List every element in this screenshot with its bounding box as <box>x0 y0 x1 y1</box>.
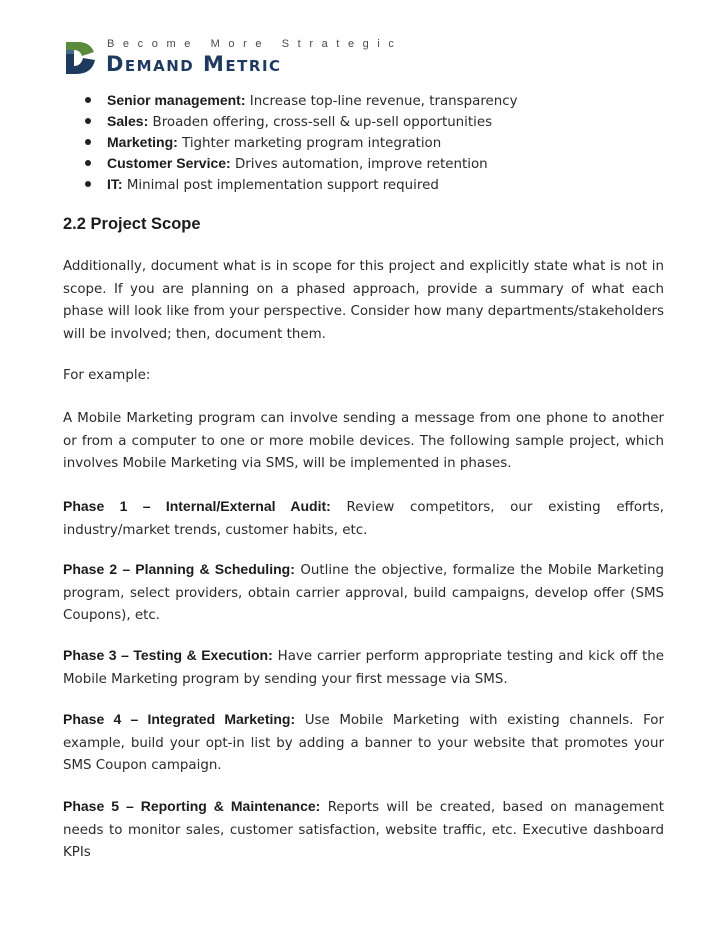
phase-label: Phase 2 – Planning & Scheduling: <box>63 561 295 577</box>
section-heading: 2.2 Project Scope <box>63 215 201 233</box>
phase-label: Phase 1 – Internal/External Audit: <box>63 498 331 514</box>
list-item <box>80 90 680 111</box>
list-item-label: Customer Service: <box>107 155 231 171</box>
bullet-icon <box>85 118 91 124</box>
brand-name: Demand Metric <box>106 52 282 76</box>
bullet-icon <box>85 181 91 187</box>
list-item-label: Sales: <box>107 113 149 129</box>
list-item-label: IT: <box>107 176 123 192</box>
list-item-label: Senior management: <box>107 92 246 108</box>
phase-paragraph <box>63 558 664 628</box>
phase-text: Have carrier perform appropriate testing and kick off the Mobile Marketing program by sending your first message via SMS. <box>63 649 664 687</box>
phase-text: Review competitors, our existing efforts, industry/market trends, customer habits, etc. <box>63 500 664 538</box>
demand-metric-logo-icon <box>64 40 98 76</box>
list-item-text: Minimal post implementation support required <box>122 178 439 193</box>
list-item <box>80 132 680 153</box>
bullet-icon <box>85 97 91 103</box>
list-item-text: Increase top-line revenue, transparency <box>245 94 518 109</box>
scope-intro-paragraph: Additionally, document what is in scope for this project and explicitly state what is not in scope. If you are planning on a phased approach, provide a summary of what each phase will look like from your perspective. Consider how many departments/stakeholders will be involved; then, document them. <box>63 259 664 342</box>
list-item <box>80 153 680 174</box>
list-item-text: Tighter marketing program integration <box>177 136 442 151</box>
bullet-icon <box>85 139 91 145</box>
phase-text: Use Mobile Marketing with existing channels. For example, build your opt-in list by adding a banner to your website that promotes your SMS Coupon campaign. <box>63 713 665 773</box>
phase-text: Reports will be created, based on management needs to monitor sales, customer satisfaction, website traffic, etc. Executive dashboard KPIs <box>63 800 664 860</box>
list-item-text: Broaden offering, cross-sell & up-sell opportunities <box>148 115 493 130</box>
phase-paragraph <box>63 708 664 778</box>
stakeholder-benefits-list <box>80 90 680 195</box>
phase-label: Phase 5 – Reporting & Maintenance: <box>63 798 321 814</box>
phase-label: Phase 3 – Testing & Execution: <box>63 647 273 663</box>
list-item-label: Marketing: <box>107 134 178 150</box>
phase-text: Outline the objective, formalize the Mobile Marketing program, select providers, obtain carrier approval, build campaigns, develop offer (SMS Coupons), etc. <box>63 563 664 623</box>
list-item <box>80 174 680 195</box>
brand-tagline: Become More Strategic <box>107 38 403 50</box>
phase-paragraph <box>63 644 664 691</box>
example-paragraph: A Mobile Marketing program can involve sending a message from one phone to another or from a computer to one or more mobile devices. The following sample project, which involves Mobile Marketing via SMS, will be implemented in phases. <box>63 411 664 471</box>
phase-paragraph <box>63 495 664 542</box>
demand-metric-logo <box>64 38 403 78</box>
example-label: For example: <box>63 368 151 383</box>
bullet-icon <box>85 160 91 166</box>
phase-label: Phase 4 – Integrated Marketing: <box>63 711 296 727</box>
phase-paragraph <box>63 795 664 865</box>
list-item-text: Drives automation, improve retention <box>230 157 488 172</box>
list-item <box>80 111 680 132</box>
